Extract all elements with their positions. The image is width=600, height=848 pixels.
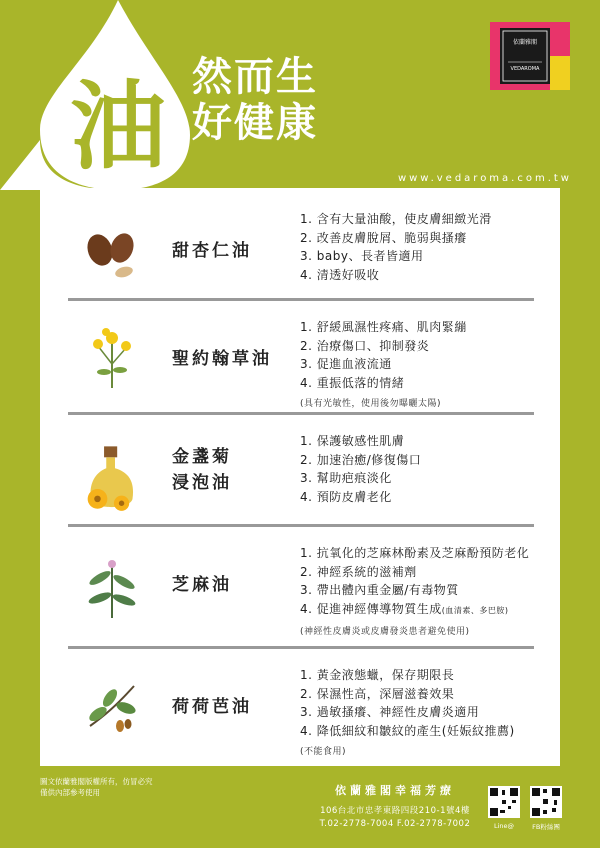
oil-name: 聖約翰草油	[172, 349, 272, 369]
oil-name: 芝麻油	[172, 575, 232, 595]
big-oil-character: 油	[70, 71, 166, 183]
company-name: 依蘭雅閣幸福芳療	[335, 784, 455, 797]
line-qr-code[interactable]	[488, 786, 520, 818]
page-title	[192, 54, 318, 146]
title-line-1: 然而生	[192, 54, 318, 100]
divider	[68, 646, 534, 649]
oil-name: 荷荷芭油	[172, 697, 252, 717]
divider	[68, 524, 534, 527]
company-info	[300, 782, 490, 829]
st-johns-wort-icon	[80, 324, 144, 388]
content-panel	[40, 188, 560, 766]
oil-benefits: 1. 抗氧化的芝麻林酚素及芝麻酚預防老化 2. 神經系統的滋補劑 3. 帶出體內重金屬/有毒物質 4. 促進神經傳導物質生成(血清素、多巴胺) (神經性皮膚炎或皮膚發炎患者避免使用)	[300, 544, 529, 642]
oil-benefits: 1. 保護敏感性肌膚 2. 加速治癒/修復傷口 3. 幫助疤痕淡化 4. 預防皮膚老化	[300, 434, 422, 504]
jojoba-plant-icon	[80, 676, 144, 740]
website-url: www.vedaroma.com.tw	[397, 173, 572, 184]
oil-name: 甜杏仁油	[172, 241, 252, 261]
oil-name: 金盞菊 浸泡油	[172, 447, 232, 493]
item-footnote: (血清素、多巴胺)	[441, 605, 509, 615]
usage-note: (不能食用)	[300, 747, 347, 757]
svg-text:VEDAROMA: VEDAROMA	[510, 66, 540, 72]
sesame-plant-icon	[80, 556, 144, 620]
oil-benefits: 1. 含有大量油酸，使皮膚細緻光滑 2. 改善皮膚脫屑、脆弱與搔癢 3. baby、長者皆適用 4. 清透好吸收	[300, 212, 492, 282]
svg-text:依蘭雅閣: 依蘭雅閣	[512, 39, 538, 46]
usage-note: (神經性皮膚炎或皮膚發炎患者避免使用)	[300, 627, 470, 637]
copyright-notice: 圖文依蘭雅閣版權所有，仿冒必究 僅供內部參考使用	[40, 777, 153, 797]
divider	[68, 412, 534, 415]
line-qr-label: Line@	[493, 822, 515, 830]
divider	[68, 298, 534, 301]
calendula-oil-bottle-icon	[80, 442, 150, 512]
almond-icon	[80, 220, 144, 284]
company-phone: T.02-2778-7004 F.02-2778-7002	[319, 819, 471, 829]
oil-benefits: 1. 黃金液態蠟，保存期限長 2. 保濕性高，深層滋養效果 3. 過敏搔癢、神經性皮膚炎適用 4. 降低細紋和皺紋的產生(妊娠紋推薦) (不能食用)	[300, 666, 515, 762]
company-address: 106台北市忠孝東路四段210-1號4樓	[320, 806, 470, 816]
facebook-qr-code[interactable]	[530, 786, 562, 818]
vedaroma-logo	[490, 22, 570, 90]
facebook-qr-label: FB粉絲團	[532, 823, 560, 831]
title-line-2: 好健康	[192, 100, 318, 146]
oil-benefits: 1. 舒緩風濕性疼痛、肌肉緊繃 2. 治療傷口、抑制發炎 3. 促進血液流通 4. 重振低落的情緒 (具有光敏性，使用後勿曝曬太陽)	[300, 318, 467, 414]
usage-note: (具有光敏性，使用後勿曝曬太陽)	[300, 399, 442, 409]
